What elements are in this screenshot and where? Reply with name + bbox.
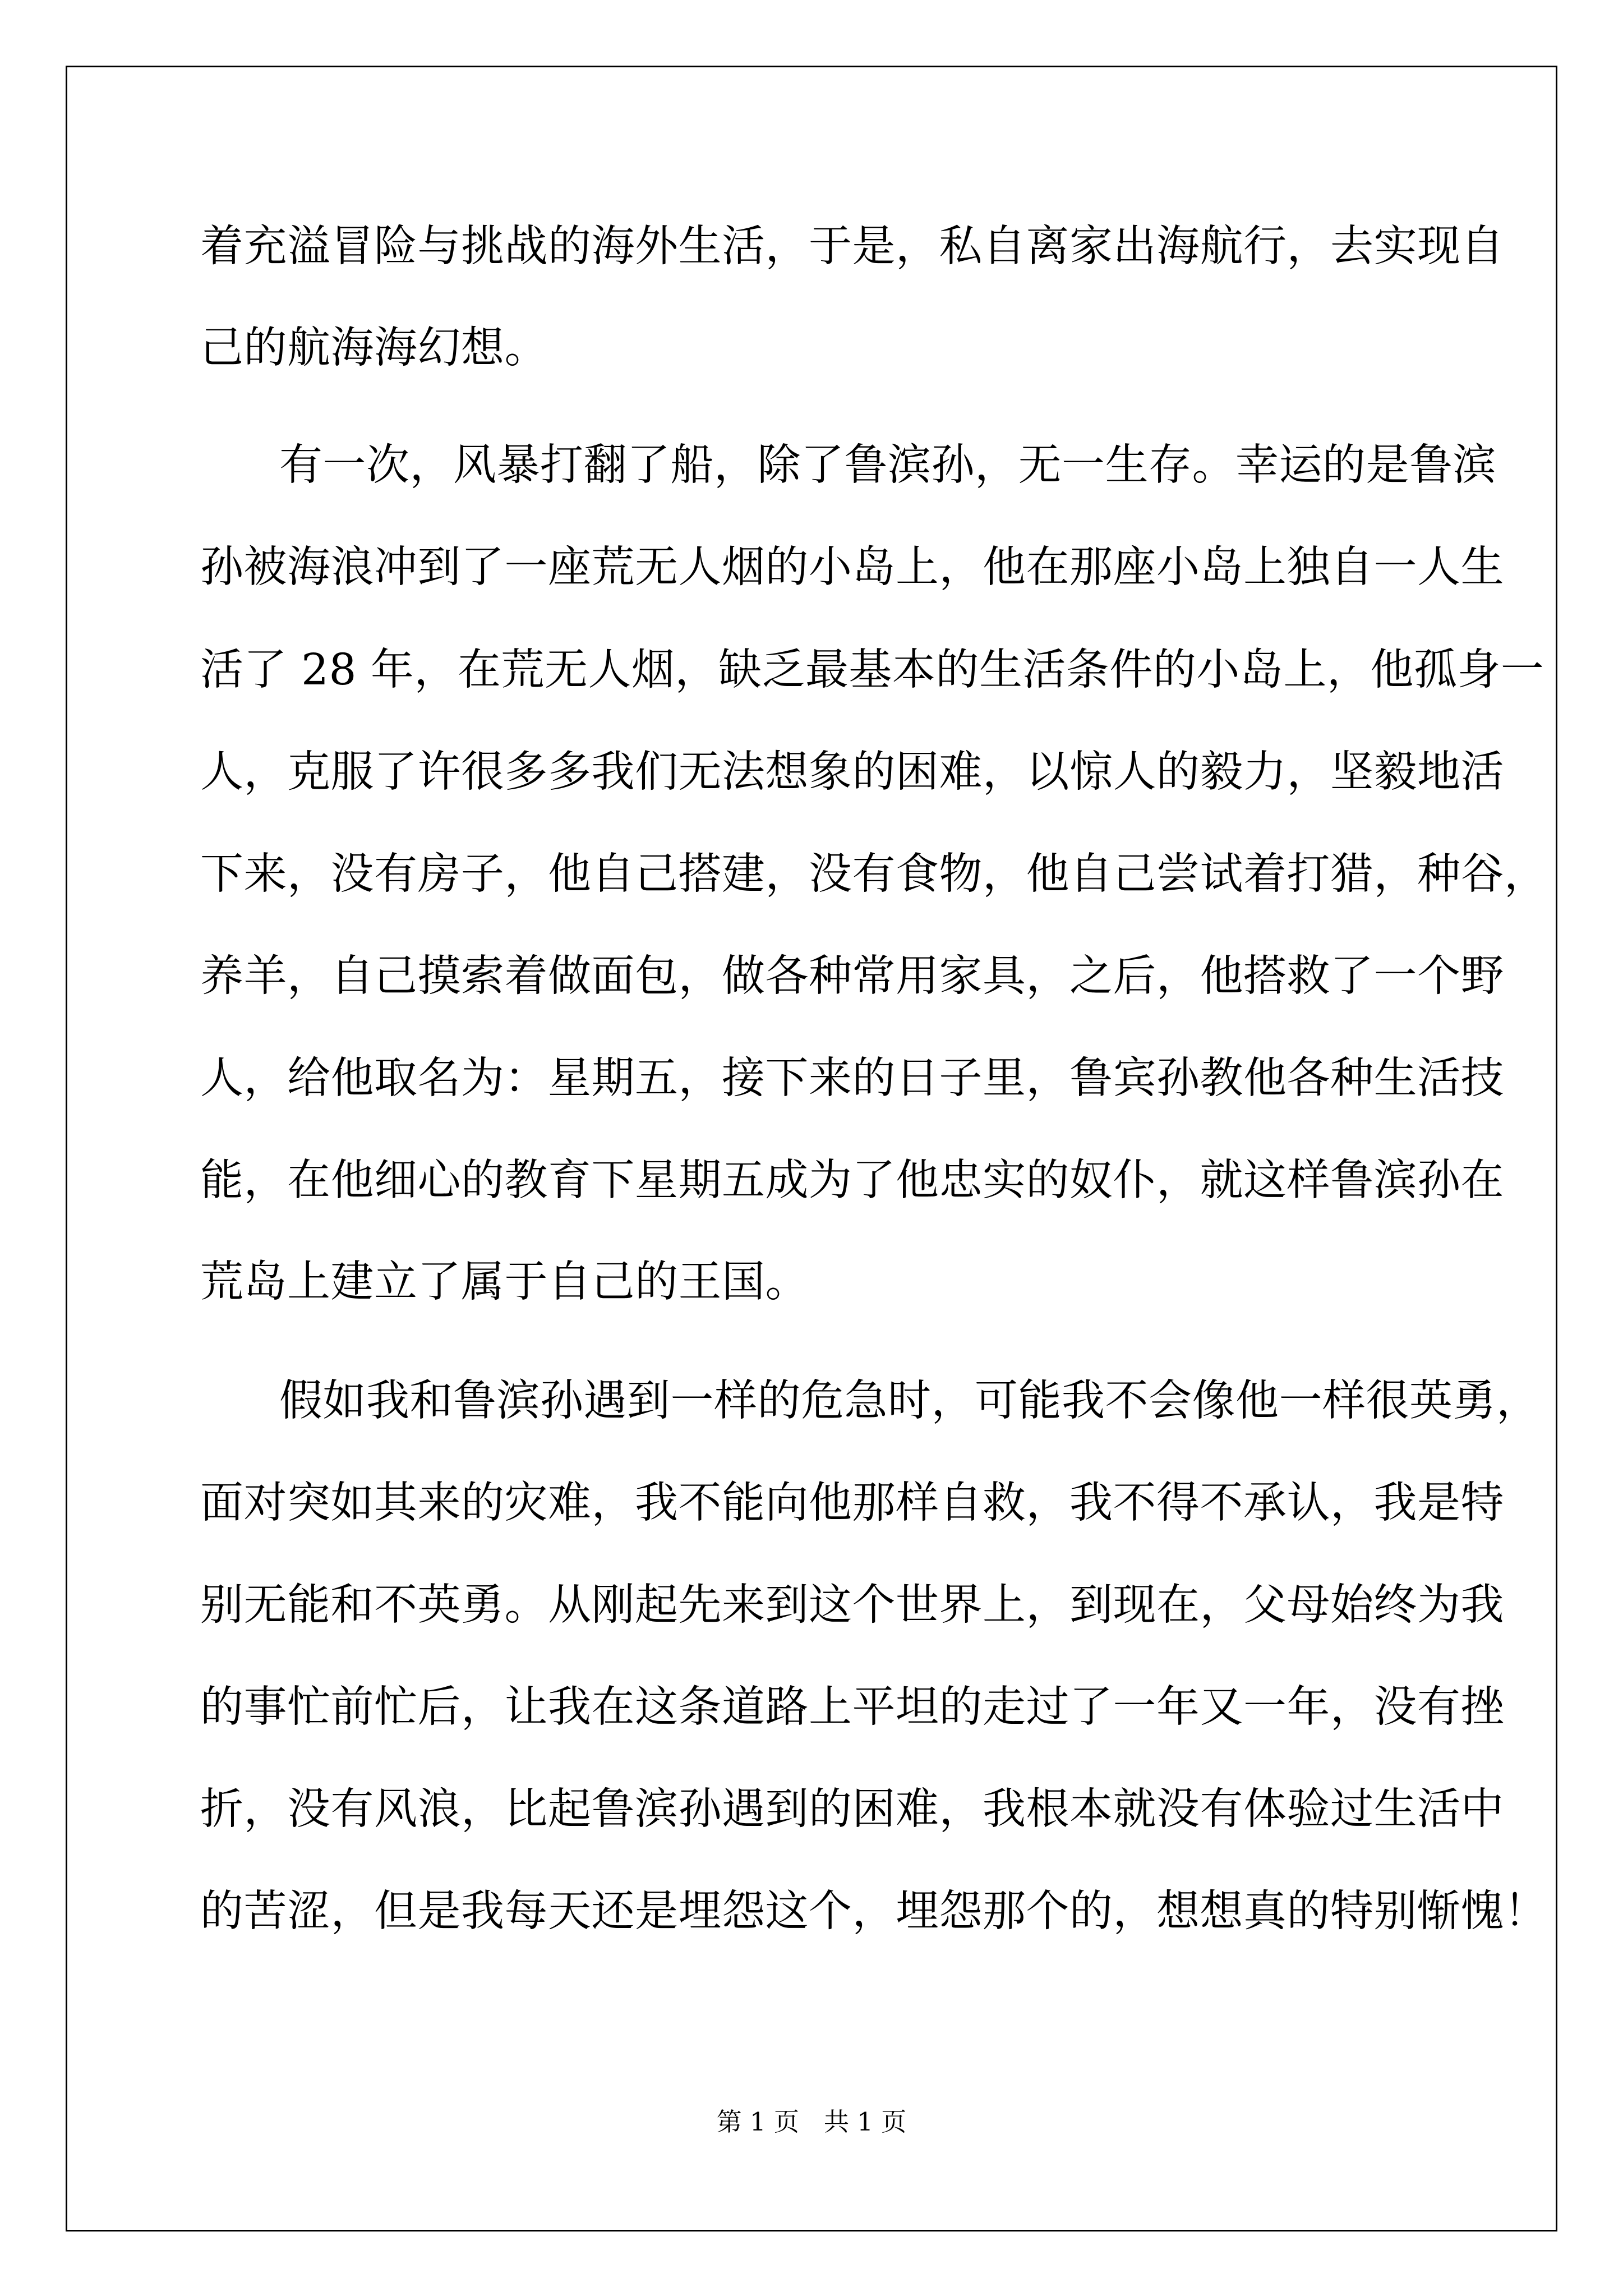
text-line: 孙被海浪冲到了一座荒无人烟的小岛上，他在那座小岛上独自一人生 [200,542,1504,592]
text-line: 人，克服了许很多多我们无法想象的困难，以惊人的毅力，坚毅地活 [200,747,1504,797]
text-line: 荒岛上建立了属于自己的王国。 [200,1257,809,1307]
text-line: 面对突如其来的灾难，我不能向他那样自救，我不得不承认，我是特 [200,1478,1504,1528]
text-line: 折，没有风浪，比起鲁滨孙遇到的困难，我根本就没有体验过生活中 [200,1784,1504,1834]
text-line: 活了 28 年，在荒无人烟，缺乏最基本的生活条件的小岛上，他孤身一 [200,645,1544,695]
text-line: 的苦涩，但是我每天还是埋怨这个，埋怨那个的，想想真的特别惭愧！ [200,1887,1548,1936]
page-number: 第 1 页 [716,2107,799,2137]
text-line: 着充溢冒险与挑战的海外生活，于是，私自离家出海航行，去实现自 [200,222,1504,272]
text-line: 下来，没有房子，他自己搭建，没有食物，他自己尝试着打猎，种谷， [200,849,1548,899]
text-line: 别无能和不英勇。从刚起先来到这个世界上，到现在，父母始终为我 [200,1580,1504,1630]
total-pages: 共 1 页 [824,2107,907,2137]
text-line: 养羊，自己摸索着做面包，做各种常用家具，之后，他搭救了一个野 [200,951,1504,1001]
text-line: 能，在他细心的教育下星期五成为了他忠实的奴仆，就这样鲁滨孙在 [200,1156,1504,1205]
text-line: 的事忙前忙后，让我在这条道路上平坦的走过了一年又一年，没有挫 [200,1682,1504,1732]
paragraph-first-line: 假如我和鲁滨孙遇到一样的危急时，可能我不会像他一样很英勇， [279,1376,1540,1426]
text-line: 人，给他取名为：星期五，接下来的日子里，鲁宾孙教他各种生活技 [200,1053,1504,1103]
page-footer [0,2105,1623,2139]
text-line: 己的航海海幻想。 [200,323,548,373]
paragraph-first-line: 有一次，风暴打翻了船，除了鲁滨孙，无一生存。幸运的是鲁滨 [279,440,1496,490]
